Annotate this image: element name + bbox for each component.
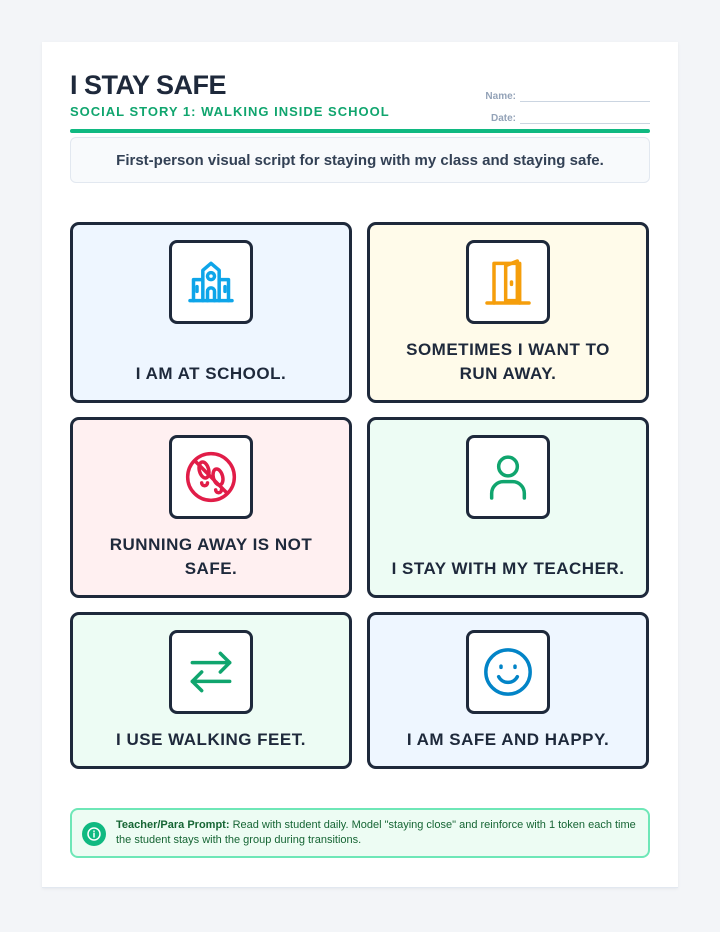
header-divider xyxy=(70,129,650,133)
date-label: Date: xyxy=(490,113,516,124)
teacher-prompt-body: Read with student daily. Model "staying close" and reinforce with 1 token each time the student stays with the group during transitions. xyxy=(116,819,636,846)
teacher-prompt-box xyxy=(70,808,650,858)
page-subtitle: SOCIAL STORY 1: WALKING INSIDE SCHOOL xyxy=(70,104,390,119)
story-card-teacher xyxy=(367,417,649,598)
story-card-text: I AM SAFE AND HAPPY. xyxy=(406,730,610,749)
page-title: I STAY SAFE xyxy=(70,70,227,100)
info-icon xyxy=(82,822,106,846)
name-date-fields xyxy=(470,80,650,124)
story-card-text: I AM AT SCHOOL. xyxy=(135,364,287,383)
person-icon xyxy=(466,435,550,519)
story-card-run-away xyxy=(367,222,649,403)
story-card-grid xyxy=(70,222,649,769)
story-card-text: I STAY WITH MY TEACHER. xyxy=(391,559,625,578)
worksheet-page xyxy=(42,42,678,888)
name-label: Name: xyxy=(485,91,516,102)
school-icon xyxy=(169,240,253,324)
story-card-happy xyxy=(367,612,649,769)
no-running-icon xyxy=(169,435,253,519)
intro-banner: First-person visual script for staying with my class and staying safe. xyxy=(70,137,650,183)
date-field[interactable] xyxy=(520,113,650,124)
teacher-prompt-label: Teacher/Para Prompt: xyxy=(116,819,230,831)
door-open-icon xyxy=(466,240,550,324)
story-card-not-safe xyxy=(70,417,352,598)
story-card-text: RUNNING AWAY IS NOT SAFE. xyxy=(109,535,313,578)
arrows-exchange-icon xyxy=(169,630,253,714)
story-card-school xyxy=(70,222,352,403)
smiley-icon xyxy=(466,630,550,714)
story-card-text: I USE WALKING FEET. xyxy=(116,730,306,749)
teacher-prompt-text xyxy=(116,818,636,848)
story-card-text: SOMETIMES I WANT TO RUN AWAY. xyxy=(406,340,610,383)
name-row xyxy=(470,80,650,102)
name-field[interactable] xyxy=(520,91,650,102)
date-row xyxy=(470,102,650,124)
story-card-walking-feet xyxy=(70,612,352,769)
